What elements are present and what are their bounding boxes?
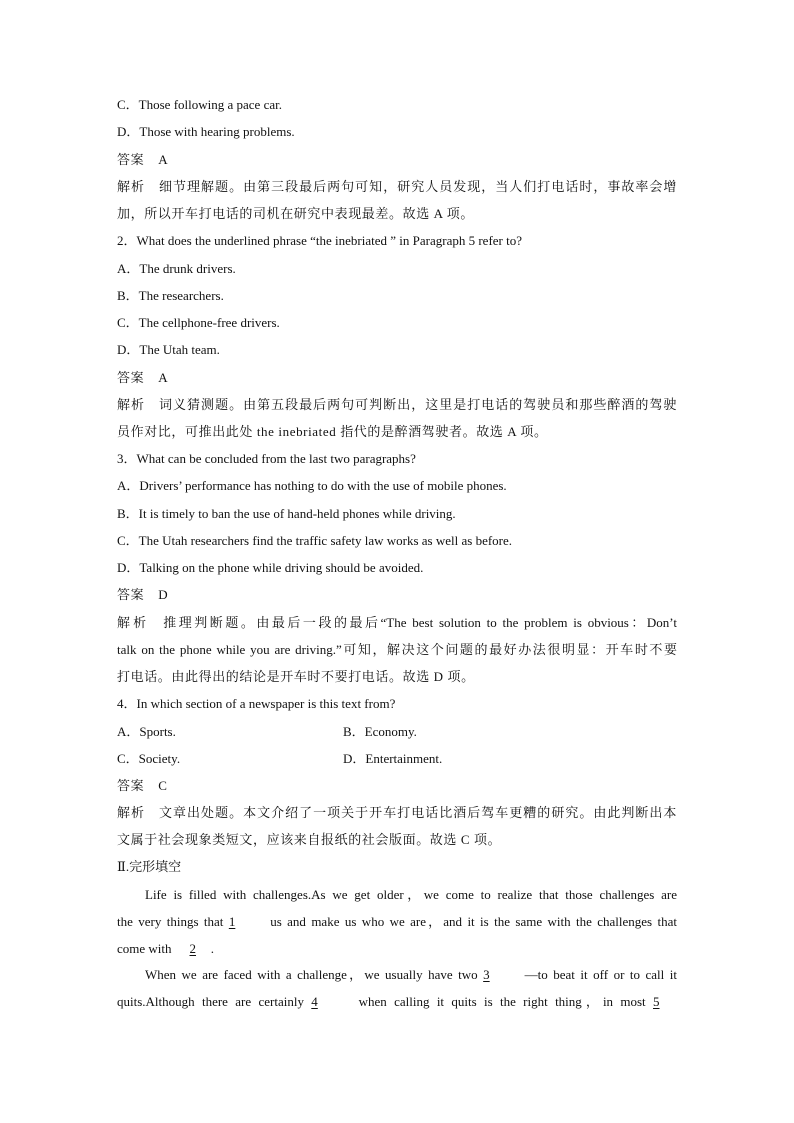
answer-value: D [158,587,169,602]
cloze-p2-line-1 [145,966,677,984]
cloze-blank-3[interactable]: 3 [483,967,490,982]
section-heading: Ⅱ.完形填空 [117,859,182,874]
q2-analysis-line-2: 员作对比，可推出此处 the inebriated 指代的是醉酒驾驶者。故选 A 项。 [117,424,548,439]
cloze-blank-1[interactable]: 1 [228,914,236,929]
q3-analysis-line-2: talk on the phone while you are driving.”可知，解决这个问题的最好办法很明显：开车时不要 [117,642,677,657]
analysis-label: 解析 [117,615,150,630]
q3-analysis-line-3: 打电话。由此得出的结论是开车时不要打电话。故选 D 项。 [117,669,475,684]
cloze-text: when calling it quits is the right thing，in most [358,994,646,1009]
q2-option-b: B．The researchers. [117,288,224,303]
cloze-text: —to beat it off or to call it [524,967,677,982]
q2-option-d: D．The Utah team. [117,342,220,357]
q1-analysis-line-1 [117,178,677,196]
analysis-text: 细节理解题。由第三段最后两句可知，研究人员发现，当人们打电话时，事故率会增 [159,179,678,194]
answer-label: 答案 [117,587,145,602]
cloze-p1-line-1: Life is filled with challenges.As we get older，we come to realize that those challenges are [145,887,677,902]
answer-value: A [158,370,169,385]
analysis-text: 文章出处题。本文介绍了一项关于开车打电话比酒后驾车更糟的研究。由此判断出本 [159,805,678,820]
cloze-p1-line-2 [117,913,677,931]
q3-option-c: C．The Utah researchers find the traffic safety law works as well as before. [117,533,513,548]
q2-analysis-line-1 [117,396,677,414]
cloze-text: us and make us who we are，and it is the same with the challenges that [270,914,677,929]
cloze-p1-line-3 [117,940,214,958]
q2-option-c: C．The cellphone-free drivers. [117,315,280,330]
analysis-label: 解析 [117,805,146,820]
q3-option-b: B．It is timely to ban the use of hand-held phones while driving. [117,506,456,521]
q3-answer-line [117,586,168,604]
analysis-label: 解析 [117,397,146,412]
cloze-blank-4[interactable]: 4 [311,994,318,1009]
q1-option-d: D．Those with hearing problems. [117,124,295,139]
q4-question: 4．In which section of a newspaper is this text from? [117,696,396,711]
q4-option-b: B．Economy. [343,724,417,739]
cloze-text: When we are faced with a challenge，we usually have two [145,967,478,982]
q4-option-d: D．Entertainment. [343,751,443,766]
q3-analysis-line-1 [117,614,677,632]
q4-analysis-line-2: 文属于社会现象类短文，应该来自报纸的社会版面。故选 C 项。 [117,832,502,847]
q4-answer-line [117,777,167,795]
q3-option-a: A．Drivers’ performance has nothing to do with the use of mobile phones. [117,478,507,493]
cloze-text: the very things that [117,914,224,929]
cloze-text: come with [117,941,172,956]
answer-label: 答案 [117,370,145,385]
cloze-blank-2[interactable]: 2 [189,941,197,956]
cloze-blank-5[interactable]: 5 [653,994,660,1009]
answer-label: 答案 [117,152,145,167]
cloze-text: quits.Although there are certainly [117,994,304,1009]
q2-question: 2．What does the underlined phrase “the inebriated ” in Paragraph 5 refer to? [117,233,522,248]
q4-analysis-line-1 [117,804,677,822]
q1-answer-line [117,151,168,169]
q4-option-c: C．Society. [117,751,181,766]
q4-option-a: A．Sports. [117,724,176,739]
q2-answer-line [117,369,168,387]
cloze-text: . [210,941,215,956]
q1-analysis-line-2: 加，所以开车打电话的司机在研究中表现最差。故选 A 项。 [117,206,474,221]
analysis-text: 推理判断题。由最后一段的最后“The best solution to the problem is obvious：Don’t [163,615,678,630]
cloze-p2-line-2 [117,993,677,1011]
q2-option-a: A．The drunk drivers. [117,261,236,276]
analysis-label: 解析 [117,179,146,194]
answer-value: C [158,778,168,793]
q3-question: 3．What can be concluded from the last two paragraphs? [117,451,416,466]
answer-label: 答案 [117,778,145,793]
answer-value: A [158,152,169,167]
q3-option-d: D．Talking on the phone while driving should be avoided. [117,560,424,575]
analysis-text: 词义猜测题。由第五段最后两句可判断出，这里是打电话的驾驶员和那些醉酒的驾驶 [159,397,678,412]
q1-option-c: C．Those following a pace car. [117,97,282,112]
